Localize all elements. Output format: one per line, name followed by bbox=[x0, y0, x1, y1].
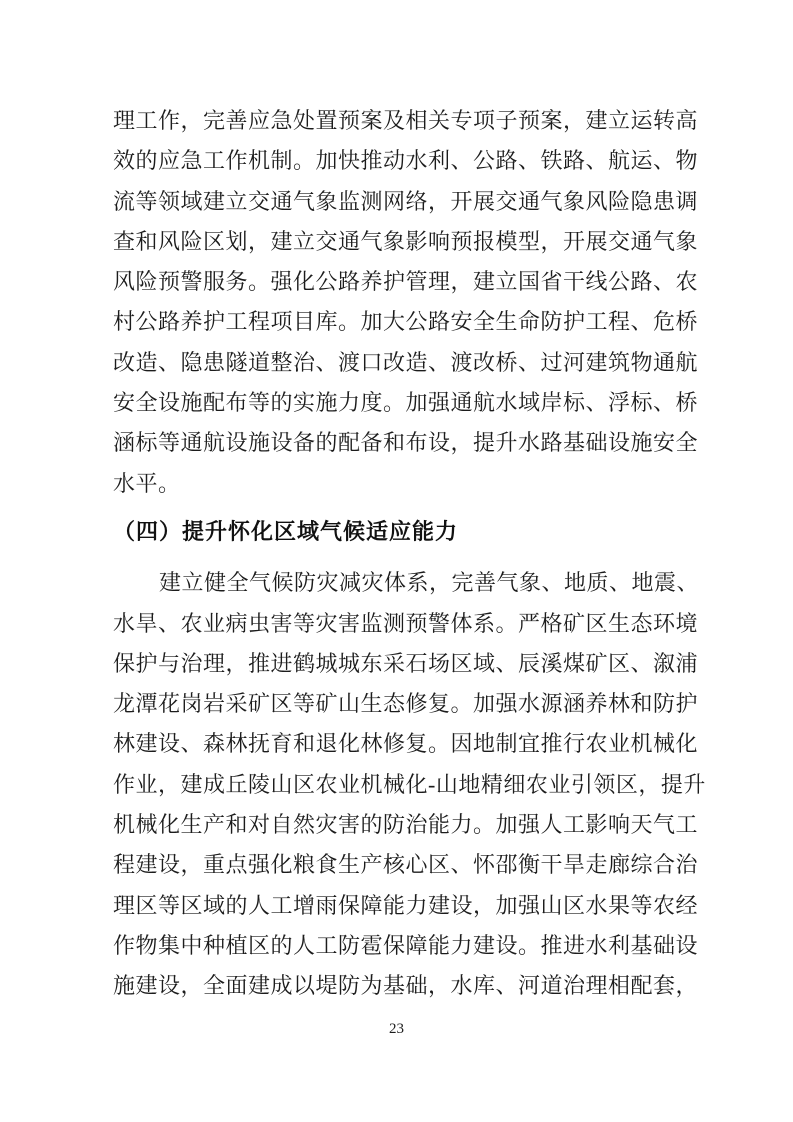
paragraph-climate-adaptation bbox=[113, 563, 706, 1006]
text-line: 村公路养护工程项目库。加大公路安全生命防护工程、危桥 bbox=[113, 309, 699, 335]
text-line: 效的应急工作机制。加快推动水利、公路、铁路、航运、物 bbox=[113, 148, 699, 174]
text-line: 建立健全气候防灾减灾体系，完善气象、地质、地震、 bbox=[159, 570, 700, 596]
text-block bbox=[113, 101, 706, 1007]
text-line: 机械化生产和对自然灾害的防治能力。加强人工影响天气工 bbox=[113, 812, 699, 838]
text-line: 施建设，全面建成以堤防为基础，水库、河道治理相配套， bbox=[113, 973, 699, 999]
text-line: 查和风险区划，建立交通气象影响预报模型，开展交通气象 bbox=[113, 228, 699, 254]
text-line: 改造、隐患隧道整治、渡口改造、渡改桥、过河建筑物通航 bbox=[113, 349, 699, 375]
text-line: 程建设，重点强化粮食生产核心区、怀邵衡干旱走廊综合治 bbox=[113, 852, 699, 878]
text-line: 龙潭花岗岩采矿区等矿山生态修复。加强水源涵养林和防护 bbox=[113, 691, 699, 717]
text-line: 林建设、森林抚育和退化林修复。因地制宜推行农业机械化 bbox=[113, 731, 699, 757]
text-line: 水旱、农业病虫害等灾害监测预警体系。严格矿区生态环境 bbox=[113, 610, 699, 636]
text-line: 作物集中种植区的人工防雹保障能力建设。推进水利基础设 bbox=[113, 932, 699, 958]
text-line: 理区等区域的人工增雨保障能力建设，加强山区水果等农经 bbox=[113, 892, 699, 918]
text-line: 涵标等通航设施设备的配备和布设，提升水路基础设施安全 bbox=[113, 430, 699, 456]
page-number: 23 bbox=[389, 1021, 404, 1037]
text-line: 理工作，完善应急处置预案及相关专项子预案，建立运转高 bbox=[113, 108, 699, 133]
text-line: 保护与治理，推进鹤城城东采石场区域、辰溪煤矿区、溆浦 bbox=[113, 650, 699, 676]
text-line: 安全设施配布等的实施力度。加强通航水域岸标、浮标、桥 bbox=[113, 390, 699, 416]
section-heading: （四）提升怀化区域气候适应能力 bbox=[113, 518, 459, 544]
text-line: 风险预警服务。强化公路养护管理，建立国省干线公路、农 bbox=[113, 269, 699, 295]
text-line: 流等领域建立交通气象监测网络，开展交通气象风险隐患调 bbox=[113, 188, 699, 214]
paragraph-continuation bbox=[113, 101, 699, 504]
text-line: 水平。 bbox=[113, 470, 181, 496]
text-line: 作业，建成丘陵山区农业机械化-山地精细农业引领区，提升 bbox=[113, 771, 706, 797]
